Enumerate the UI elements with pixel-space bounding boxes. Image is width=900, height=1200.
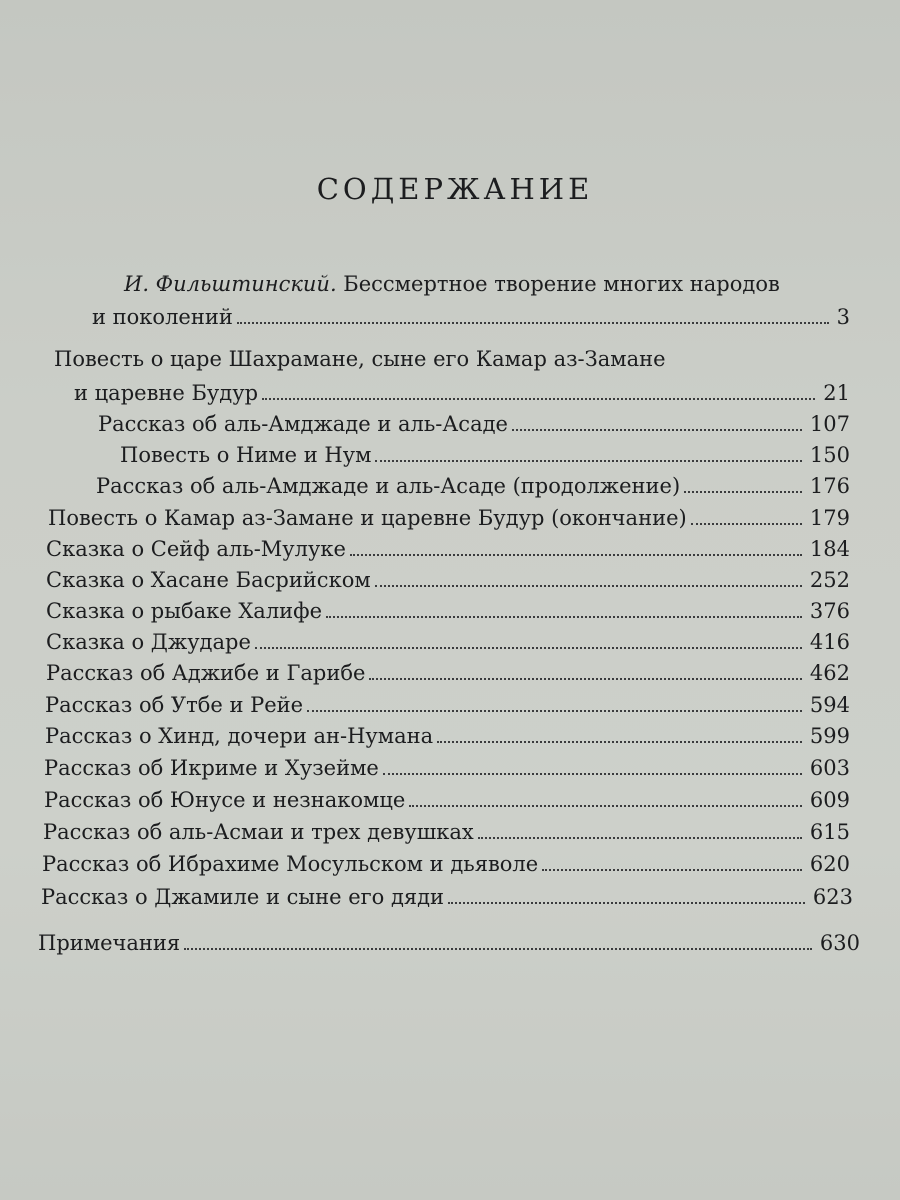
- toc-entry-page: 3: [836, 305, 850, 329]
- toc-entry[interactable]: [46, 566, 850, 594]
- toc-entry-leader: [684, 491, 802, 493]
- toc-entry-title: Сказка о Хасане Басрийском: [46, 568, 371, 592]
- toc-entry-leader: [512, 429, 802, 431]
- toc-entry-page: 630: [819, 931, 860, 955]
- toc-entry[interactable]: [42, 850, 850, 878]
- toc-entry-page: 176: [809, 474, 850, 498]
- toc-entry-leader: [350, 554, 802, 556]
- toc-entry-leader: [409, 805, 802, 807]
- toc-entry-leader: [237, 322, 829, 324]
- toc-entry-title: Рассказ об Утбе и Рейе: [45, 693, 304, 717]
- toc-entry-title: Сказка о Сейф аль-Мулуке: [46, 537, 346, 561]
- toc-entry-author: И. Фильштинский.: [124, 272, 337, 296]
- toc-entry-page: 150: [809, 443, 850, 467]
- toc-entry-title-part: Бессмертное творение многих народов: [336, 272, 780, 296]
- toc-entry-leader: [369, 678, 801, 680]
- toc-entry-page: 599: [809, 724, 850, 748]
- toc-entry-leader: [255, 647, 802, 649]
- toc-entry-page: 184: [809, 537, 850, 561]
- toc-entry-leader: [262, 398, 815, 400]
- toc-entry-page: 620: [809, 852, 850, 876]
- toc-entry[interactable]: [46, 659, 850, 687]
- toc-entry[interactable]: [74, 379, 850, 407]
- toc-entry-page: 462: [809, 661, 850, 685]
- toc-entry-page: 615: [809, 820, 850, 844]
- toc-entry-leader: [375, 585, 802, 587]
- toc-entry-page: 609: [809, 788, 850, 812]
- toc-entry-title: Рассказ об Ибрахиме Мосульском и дьяволе: [42, 852, 539, 876]
- toc-entry[interactable]: [120, 441, 850, 469]
- toc-entry-title: Сказка о Джударе: [46, 630, 251, 654]
- toc-entry-page: 416: [809, 630, 850, 654]
- toc-entry-title: Рассказ об аль-Амджаде и аль-Асаде: [98, 412, 508, 436]
- toc-entry-title: и поколений: [92, 305, 233, 329]
- toc-entry-leader: [448, 902, 805, 904]
- toc-entry[interactable]: [46, 597, 850, 625]
- toc-entry-leader: [184, 948, 812, 950]
- toc-entry-title: Рассказ об аль-Амджаде и аль-Асаде (продолжение): [96, 474, 681, 498]
- toc-entry-first-line: Повесть о царе Шахрамане, сыне его Камар аз-Замане: [54, 347, 666, 371]
- toc-entry-leader: [478, 837, 802, 839]
- toc-entry-page: 623: [812, 885, 853, 909]
- toc-entry-title: Рассказ о Джамиле и сыне его дяди: [41, 885, 445, 909]
- toc-entry-title: Примечания: [38, 931, 181, 955]
- toc-entry-leader: [307, 710, 802, 712]
- toc-entry-page: 376: [809, 599, 850, 623]
- toc-entry[interactable]: [45, 722, 850, 750]
- toc-entry-leader: [375, 460, 801, 462]
- toc-entry[interactable]: [44, 754, 850, 782]
- toc-entry-leader: [383, 773, 802, 775]
- toc-entry[interactable]: [44, 786, 850, 814]
- toc-entry[interactable]: [46, 535, 850, 563]
- toc-entry-page: 107: [809, 412, 850, 436]
- toc-entry-title: Сказка о рыбаке Халифе: [46, 599, 323, 623]
- toc-entry-page: 603: [809, 756, 850, 780]
- toc-entry-title: и царевне Будур: [74, 381, 259, 405]
- toc-entry-first-line: [124, 270, 780, 298]
- toc-entry-page: 21: [823, 381, 850, 405]
- toc-entry[interactable]: [92, 303, 850, 331]
- toc-entry[interactable]: [48, 504, 850, 532]
- toc-entry-title: Рассказ об Юнусе и незнакомце: [44, 788, 406, 812]
- toc-entry-page: 594: [809, 693, 850, 717]
- toc-entry-title: Рассказ об Икриме и Хузейме: [44, 756, 379, 780]
- toc-entry[interactable]: [46, 628, 850, 656]
- toc-entry[interactable]: [43, 818, 850, 846]
- page-title: СОДЕРЖАНИЕ: [316, 172, 594, 206]
- toc-entry[interactable]: [45, 691, 850, 719]
- toc-entry[interactable]: [41, 883, 853, 911]
- toc-entry-title: Рассказ об аль-Асмаи и трех девушках: [43, 820, 474, 844]
- toc-entry-page: 179: [809, 506, 850, 530]
- toc-entry-title: Повесть о Ниме и Нум: [120, 443, 372, 467]
- toc-entry-title: Повесть о Камар аз-Замане и царевне Будур (окончание): [48, 506, 687, 530]
- toc-entry-leader: [542, 869, 802, 871]
- toc-entry-leader: [691, 523, 802, 525]
- toc-entry-title: Рассказ об Аджибе и Гарибе: [46, 661, 366, 685]
- toc-entry[interactable]: [98, 410, 850, 438]
- toc-entry[interactable]: [38, 929, 860, 957]
- toc-entry-page: 252: [809, 568, 850, 592]
- toc-entry[interactable]: [96, 472, 850, 500]
- toc-entry-leader: [437, 741, 802, 743]
- toc-entry-leader: [326, 616, 802, 618]
- toc-entry-title: Рассказ о Хинд, дочери ан-Нумана: [45, 724, 434, 748]
